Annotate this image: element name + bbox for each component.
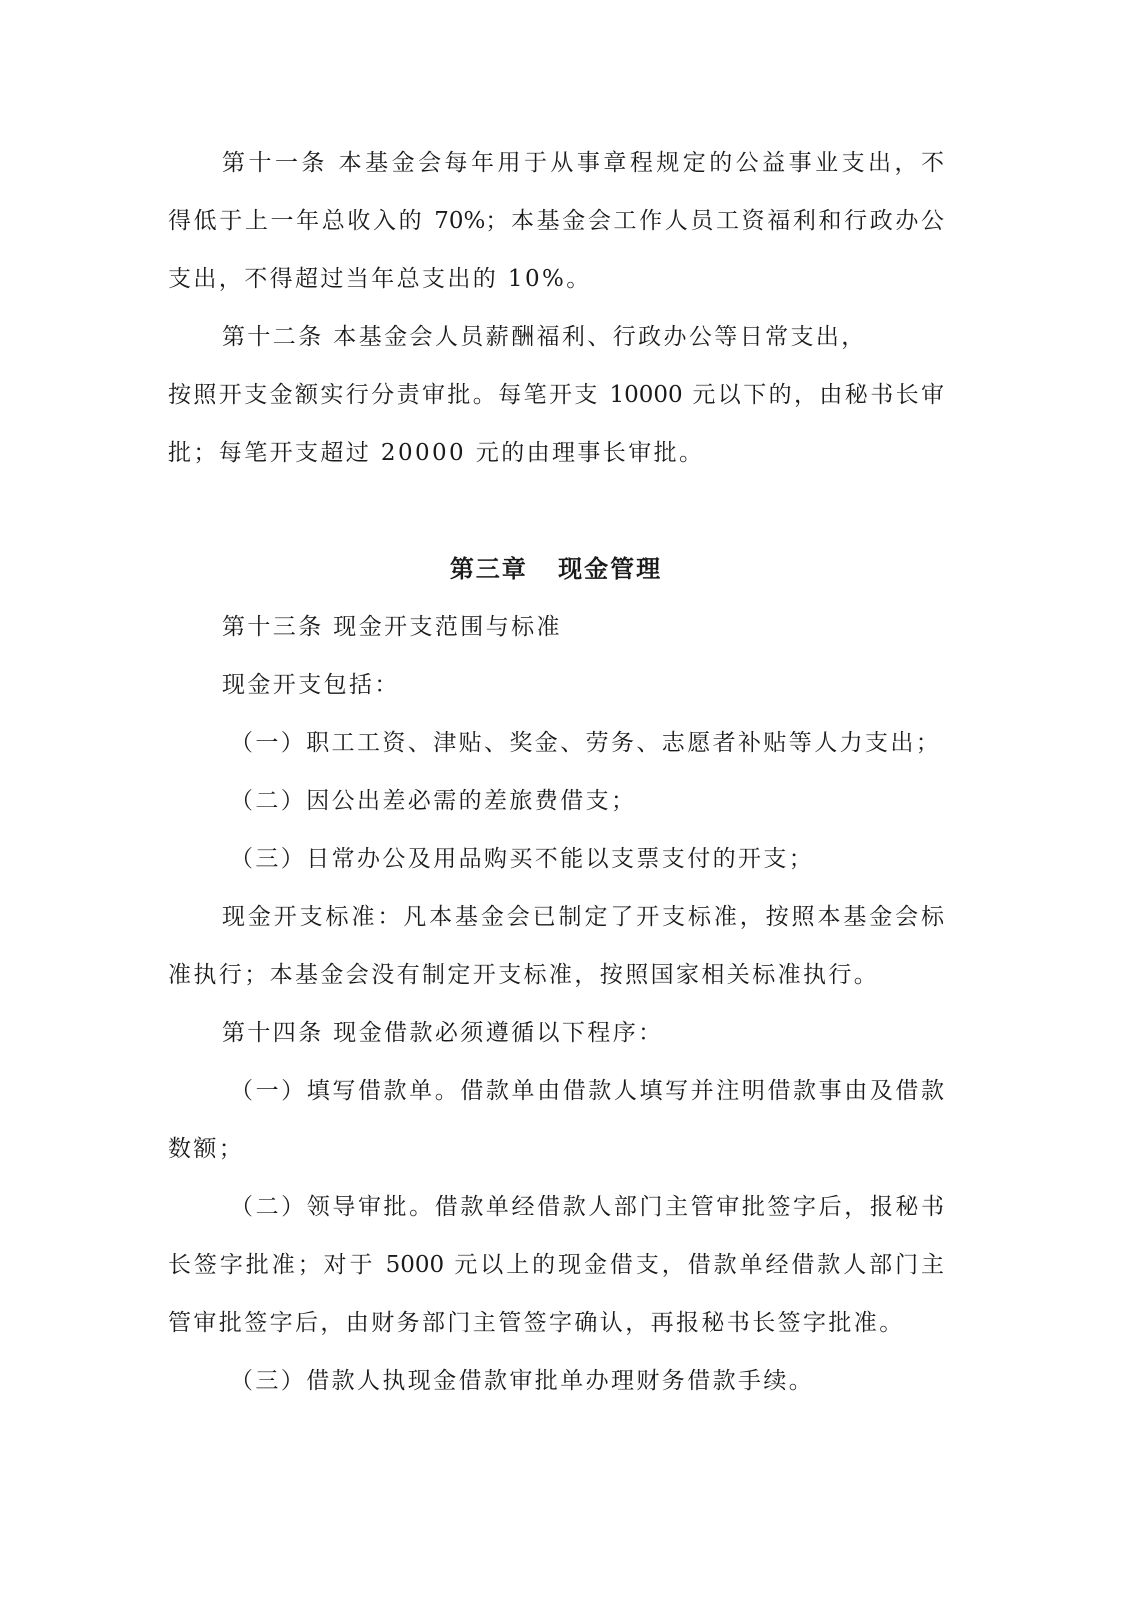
article-14-step-2-line-1: （二）领导审批。借款单经借款人部门主管审批签字后，报秘书 (230, 1194, 944, 1220)
article-12-line-2: 按照开支金额实行分责审批。每笔开支 10000 元以下的，由秘书长审 (168, 382, 944, 408)
article-12-line-3: 批；每笔开支超过 20000 元的由理事长审批。 (168, 440, 705, 466)
article-11-line-2: 得低于上一年总收入的 70%；本基金会工作人员工资福利和行政办公 (168, 208, 944, 234)
article-13-item-2: （二）因公出差必需的差旅费借支； (230, 788, 637, 814)
chapter-3-heading: 第三章 现金管理 (449, 554, 663, 583)
article-14-step-3: （三）借款人执现金借款审批单办理财务借款手续。 (230, 1368, 815, 1394)
article-14-step-1-line-1: （一）填写借款单。借款单由借款人填写并注明借款事由及借款 (230, 1078, 944, 1104)
article-11-line-3: 支出，不得超过当年总支出的 10%。 (168, 266, 592, 292)
article-14-step-2-line-2: 长签字批准；对于 5000 元以上的现金借支，借款单经借款人部门主 (168, 1252, 944, 1278)
article-13-standard-line-1: 现金开支标准：凡本基金会已制定了开支标准，按照本基金会标 (222, 904, 944, 930)
article-13-standard-line-2: 准执行；本基金会没有制定开支标准，按照国家相关标准执行。 (168, 962, 880, 988)
article-11-line-1: 第十一条 本基金会每年用于从事章程规定的公益事业支出，不 (222, 150, 944, 176)
article-13-item-1: （一）职工工资、津贴、奖金、劳务、志愿者补贴等人力支出； (230, 730, 942, 756)
article-13-line-2: 现金开支包括： (222, 672, 400, 698)
article-14-step-1-line-2: 数额； (168, 1136, 245, 1162)
article-14-step-2-line-3: 管审批签字后，由财务部门主管签字确认，再报秘书长签字批准。 (168, 1310, 905, 1336)
article-14-line-1: 第十四条 现金借款必须遵循以下程序： (222, 1020, 664, 1046)
article-13-item-3: （三）日常办公及用品购买不能以支票支付的开支； (230, 846, 815, 872)
article-13-line-1: 第十三条 现金开支范围与标准 (222, 614, 562, 640)
article-12-line-1: 第十二条 本基金会人员薪酬福利、行政办公等日常支出， (222, 324, 867, 350)
